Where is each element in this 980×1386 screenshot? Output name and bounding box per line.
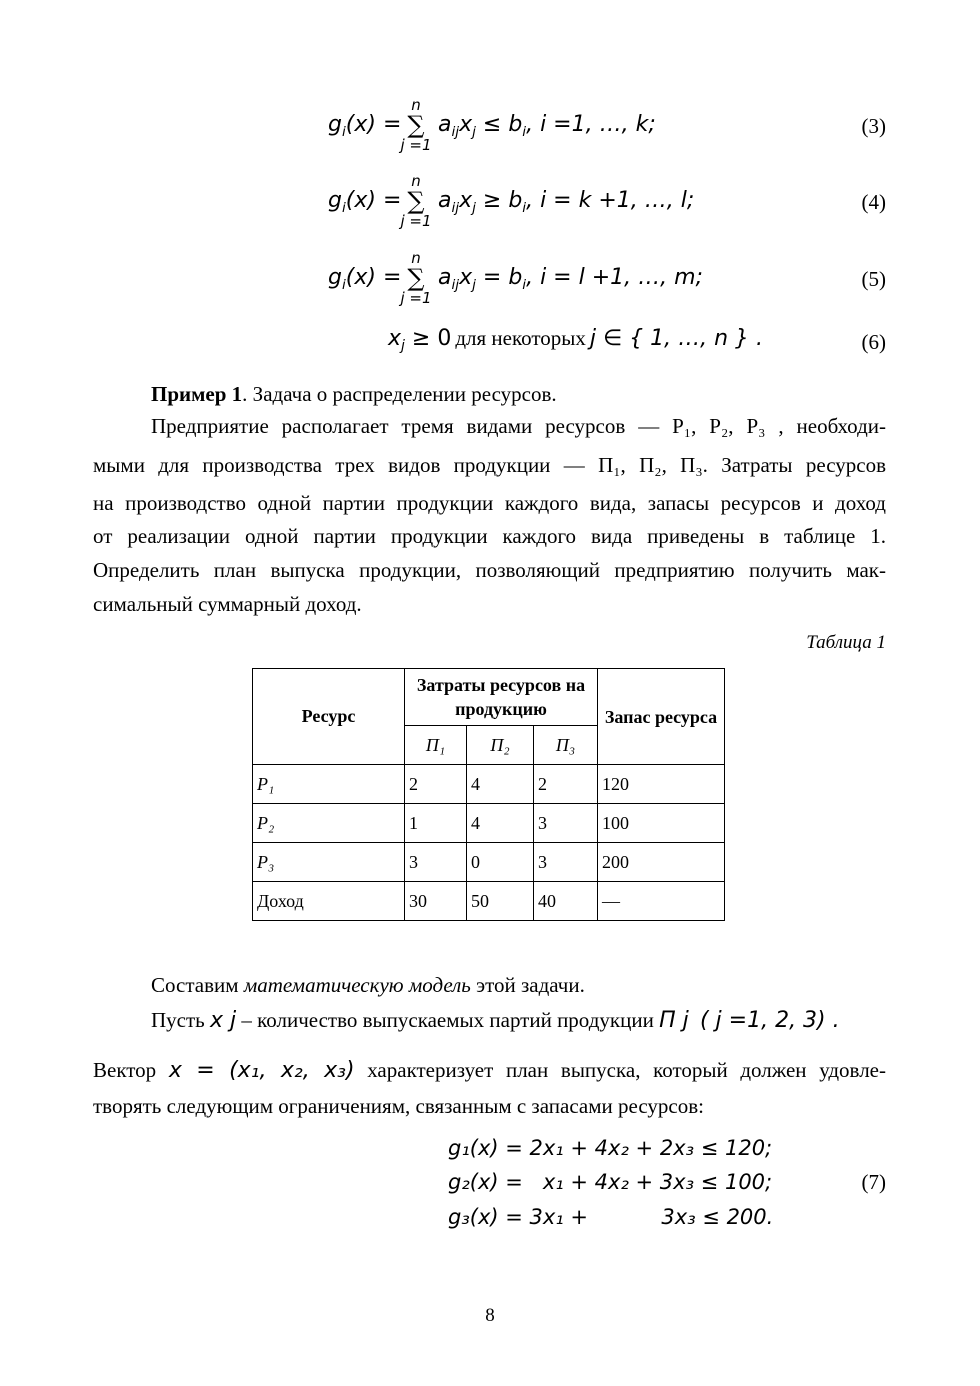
cell: 2	[405, 765, 467, 804]
eq4-number: (4)	[861, 190, 886, 214]
cell: 40	[534, 882, 598, 921]
example-line-2: мыми для производства трех видов продукции — П₁, П₂, П₃. Затраты ресурсов	[93, 453, 886, 477]
row-name: Доход	[253, 882, 405, 921]
cell: 100	[598, 804, 725, 843]
subheader-p2: П₂	[467, 726, 534, 765]
header-stock: Запас ресурса	[598, 669, 725, 765]
model-vector-line: Вектор x = (x₁, x₂, x₃) характеризует план выпуска, который должен удовле-	[93, 1058, 886, 1083]
row-name: P₁	[253, 765, 405, 804]
eq7-line-1: g₁(x) = 2x₁ + 4x₂ + 2x₃ ≤ 120;	[448, 1136, 773, 1160]
table-caption: Таблица 1	[806, 632, 886, 653]
cell: 50	[467, 882, 534, 921]
eq7-line-2: g₂(x) = x₁ + 4x₂ + 3x₃ ≤ 100;	[448, 1170, 773, 1194]
eq5-sum: n ∑ j =1	[400, 249, 432, 307]
cell: 3	[534, 804, 598, 843]
page-number: 8	[485, 1305, 495, 1326]
cell: 120	[598, 765, 725, 804]
example-title: . Задача о распределении ресурсов.	[242, 382, 557, 406]
eq5-rhs: $a_{ij}x_j = b_i$, i = l +1, …, m;	[438, 265, 703, 293]
row-name: P₂	[253, 804, 405, 843]
eq3-number: (3)	[861, 114, 886, 138]
cell: 3	[534, 843, 598, 882]
model-vector-line-2: творять следующим ограничениям, связанным с запасами ресурсов:	[93, 1094, 704, 1118]
header-costs: Затраты ресурсов на продукцию	[405, 669, 598, 726]
table-header-row	[253, 669, 725, 726]
example-line-3: на производство одной партии продукции каждого вида, запасы ресурсов и доход	[93, 491, 886, 515]
resource-table	[252, 668, 725, 921]
eq4-lhs: $g_i(x)$ =	[328, 188, 402, 216]
example-label: Пример 1	[151, 382, 243, 406]
eq3-lhs: $g_i(x)$ =	[328, 112, 402, 140]
eq6: $x_j \ge 0$ для некоторых j ∈ { 1, …, n } .	[388, 326, 764, 354]
header-resource: Ресурс	[253, 669, 405, 765]
model-term: математическую модель	[243, 973, 471, 997]
eq4-rhs: $a_{ij}x_j \ge b_i$, i = k +1, …, l;	[438, 188, 695, 216]
cell: 2	[534, 765, 598, 804]
example-heading	[151, 382, 557, 407]
example-line-4: от реализации одной партии продукции каждого вида приведены в таблице 1.	[93, 524, 886, 548]
table-row	[253, 843, 725, 882]
cell: 0	[467, 843, 534, 882]
example-line-1: Предприятие располагает тремя видами ресурсов — P₁, P₂, P₃ , необходи-	[151, 414, 886, 438]
example-line-6: симальный суммарный доход.	[93, 592, 362, 616]
eq6-number: (6)	[861, 330, 886, 354]
model-intro: Составим математическую модель этой задачи.	[151, 973, 585, 997]
eq7-number: (7)	[861, 1170, 886, 1194]
table-row	[253, 882, 725, 921]
subheader-p3: П₃	[534, 726, 598, 765]
eq7-line-3: g₃(x) = 3x₁ + 3x₃ ≤ 200.	[448, 1205, 774, 1229]
eq5-lhs: $g_i(x)$ =	[328, 265, 402, 293]
eq3-sum: n ∑ j =1	[400, 96, 432, 154]
cell: 200	[598, 843, 725, 882]
subheader-p1: П₁	[405, 726, 467, 765]
eq5-number: (5)	[861, 267, 886, 291]
cell: 4	[467, 804, 534, 843]
cell: 4	[467, 765, 534, 804]
row-name: P₃	[253, 843, 405, 882]
eq4-sum: n ∑ j =1	[400, 172, 432, 230]
eq3-rhs: $a_{ij}x_j \le b_i$, i =1, …, k;	[438, 112, 656, 140]
table-row	[253, 765, 725, 804]
example-line-5: Определить план выпуска продукции, позволяющий предприятию получить мак-	[93, 558, 886, 582]
table-row	[253, 804, 725, 843]
cell: 3	[405, 843, 467, 882]
cell: 30	[405, 882, 467, 921]
cell: —	[598, 882, 725, 921]
cell: 1	[405, 804, 467, 843]
model-let-line: Пусть x j – количество выпускаемых партий продукции П j ( j =1, 2, 3) .	[151, 1008, 840, 1033]
